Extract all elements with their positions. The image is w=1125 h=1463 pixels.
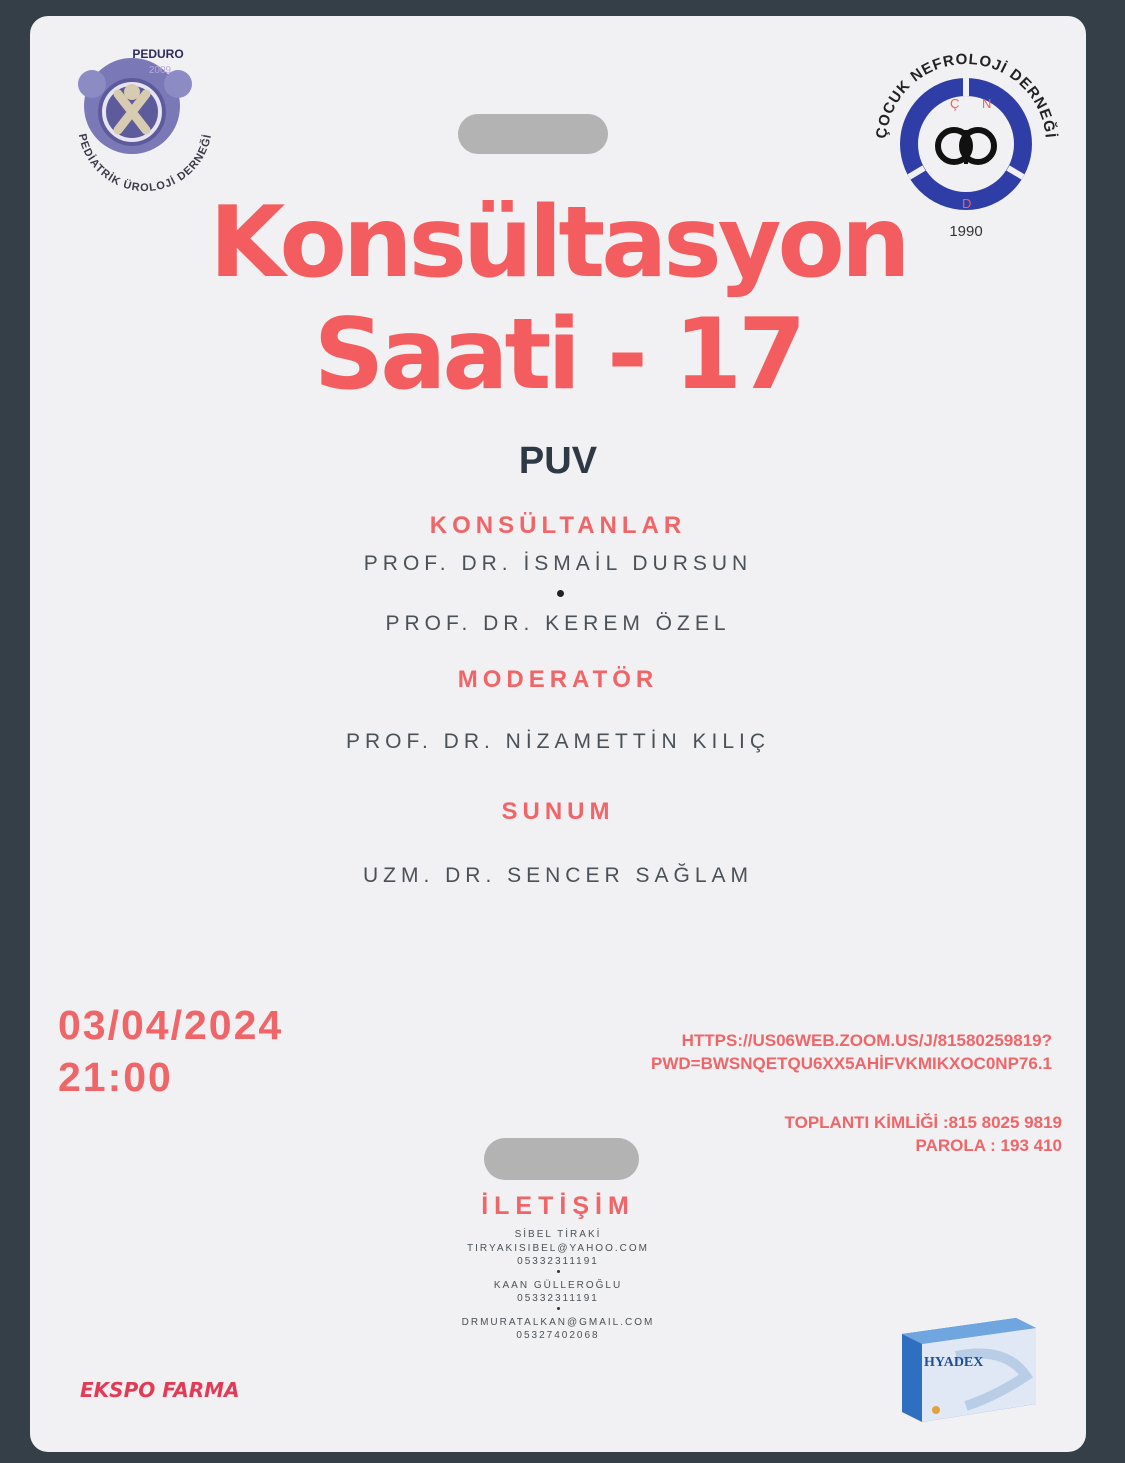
nephrology-ring-text: ÇOCUK NEFROLOJİ DERNEĞİ bbox=[873, 50, 1059, 140]
event-date: 03/04/2024 bbox=[58, 1002, 284, 1048]
consultant-name-2: PROF. DR. KEREM ÖZEL bbox=[385, 612, 731, 635]
contact-separator bbox=[557, 1307, 560, 1310]
contact-3-phone: 05327402068 bbox=[516, 1330, 600, 1341]
title-line-1: Konsültasyon bbox=[209, 186, 907, 300]
meeting-info bbox=[642, 1112, 1062, 1158]
separator-dot bbox=[557, 590, 564, 597]
contact-1-email[interactable]: TIRYAKISIBEL@YAHOO.COM bbox=[467, 1242, 649, 1254]
event-time: 21:00 bbox=[58, 1054, 173, 1100]
contact-1-phone: 05332311191 bbox=[517, 1256, 599, 1267]
contact-3-email[interactable]: DRMURATALKAN@GMAIL.COM bbox=[461, 1316, 655, 1328]
ekspo-farma-logo bbox=[80, 1378, 240, 1402]
subject: PUV bbox=[518, 440, 598, 482]
moderator-heading: MODERATÖR bbox=[457, 666, 659, 693]
meeting-id: TOPLANTI KİMLİĞİ :815 8025 9819 bbox=[784, 1113, 1062, 1132]
nephrology-year: 1990 bbox=[949, 223, 983, 240]
poster-card bbox=[30, 16, 1086, 1452]
svg-text:N: N bbox=[982, 96, 992, 111]
peduro-name: PEDURO bbox=[132, 47, 184, 61]
hyadex-label: HYADEX bbox=[924, 1355, 984, 1370]
hyadex-product-image bbox=[896, 1316, 1041, 1428]
redacted-logo bbox=[484, 1138, 639, 1180]
moderator-name: PROF. DR. NİZAMETTİN KILIÇ bbox=[345, 730, 771, 753]
contact-separator bbox=[557, 1270, 560, 1273]
svg-text:Ç: Ç bbox=[950, 96, 960, 111]
contact-1-name: SİBEL TİRAKİ bbox=[514, 1229, 602, 1240]
presentation-heading: SUNUM bbox=[501, 798, 615, 825]
zoom-link-line-1[interactable]: HTTPS://US06WEB.ZOOM.US/J/81580259819? bbox=[681, 1031, 1052, 1050]
contact-heading: İLETİŞİM bbox=[481, 1192, 635, 1220]
ekspo-farma-text: EKSPO FARMA bbox=[80, 1378, 240, 1402]
zoom-link[interactable] bbox=[532, 1030, 1052, 1076]
redacted-banner bbox=[458, 114, 608, 154]
consultant-name-1: PROF. DR. İSMAİL DURSUN bbox=[363, 552, 753, 575]
title-line-2: Saati - 17 bbox=[313, 298, 803, 412]
peduro-ring-text: PEDİATRİK ÜROLOJİ DERNEĞİ bbox=[75, 132, 215, 195]
zoom-link-line-2[interactable]: PWD=BWSNQETQU6XX5AHİFVKMIKXOC0NP76.1 bbox=[651, 1053, 1052, 1073]
peduro-logo bbox=[60, 44, 230, 204]
svg-text:D: D bbox=[962, 196, 972, 211]
consultants-heading: KONSÜLTANLAR bbox=[429, 512, 687, 539]
contact-2-phone: 05332311191 bbox=[517, 1293, 599, 1304]
contact-2-name: KAAN GÜLLEROĞLU bbox=[493, 1279, 623, 1291]
presenter-name: UZM. DR. SENCER SAĞLAM bbox=[362, 864, 754, 887]
peduro-year: 2009 bbox=[148, 65, 172, 76]
meeting-password: PAROLA : 193 410 bbox=[915, 1135, 1062, 1155]
